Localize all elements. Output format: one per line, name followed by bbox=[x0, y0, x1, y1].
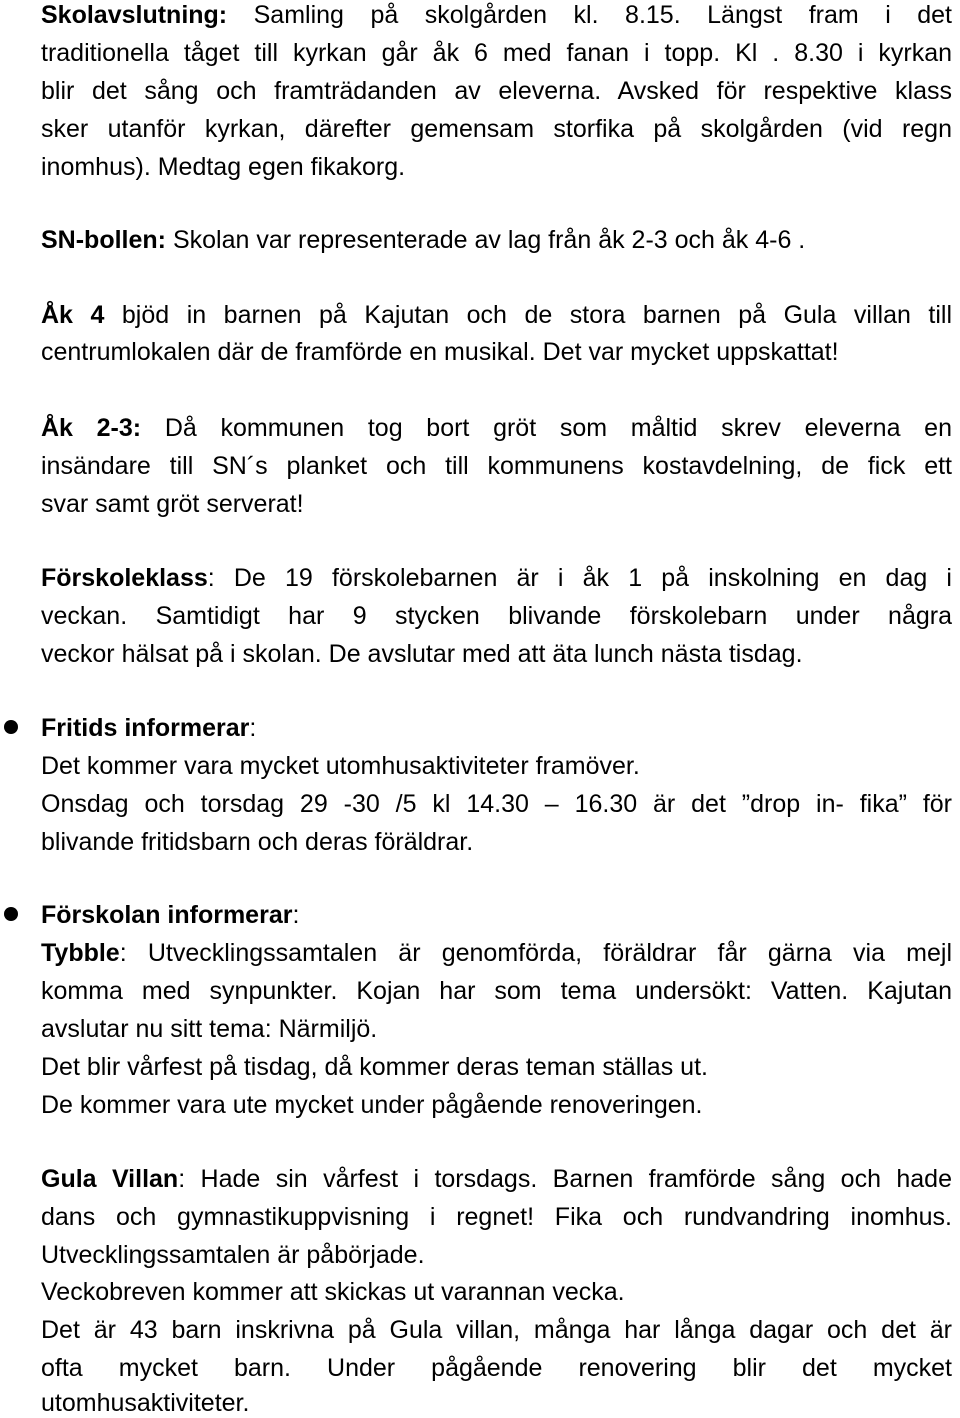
tybble-heading: Tybble bbox=[41, 939, 120, 967]
fritids-heading-suffix: : bbox=[249, 714, 257, 742]
forskolan-bullet-icon bbox=[4, 907, 18, 921]
fritids-bullet-icon bbox=[4, 720, 18, 734]
fritids-heading: Fritids informerar bbox=[41, 714, 250, 742]
sn-bollen-text: Skolan var representerade av lag från åk 2-3 och åk 4-6 . bbox=[166, 226, 806, 254]
forskolan-heading: Förskolan informerar bbox=[41, 901, 293, 929]
skolavslutning-text: Samling på skolgården kl. 8.15. Längst fram i det bbox=[227, 1, 952, 29]
gula-villan-line-6: ofta mycket barn. Under pågående renovering blir det mycket bbox=[41, 1354, 952, 1382]
tybble-line-2: komma med synpunkter. Kojan har som tema undersökt: Vatten. Kajutan bbox=[41, 977, 952, 1005]
skolavslutning-line-5: inomhus). Medtag egen fikakorg. bbox=[41, 153, 406, 181]
forskoleklass-line-2: veckan. Samtidigt har 9 stycken blivande förskolebarn under några bbox=[41, 602, 952, 630]
tybble-text: : Utvecklingssamtalen är genomförda, föräldrar får gärna via mejl bbox=[119, 939, 952, 967]
gula-villan-line-4: Veckobreven kommer att skickas ut varannan vecka. bbox=[41, 1278, 625, 1306]
gula-villan-line-5: Det är 43 barn inskrivna på Gula villan, många har långa dagar och det är bbox=[41, 1316, 952, 1344]
sn-bollen-paragraph bbox=[41, 225, 952, 255]
skolavslutning-line-4: sker utanför kyrkan, därefter gemensam storfika på skolgården (vid regn bbox=[41, 115, 952, 143]
ak23-text: Då kommunen tog bort gröt som måltid skrev eleverna en bbox=[141, 414, 952, 442]
skolavslutning-line-3: blir det sång och framträdanden av eleverna. Avsked för respektive klass bbox=[41, 77, 952, 105]
forskolan-heading-suffix: : bbox=[292, 901, 300, 929]
ak4-heading: Åk 4 bbox=[41, 301, 105, 329]
fritids-heading-line bbox=[41, 713, 952, 743]
tybble-line-1 bbox=[41, 938, 952, 968]
skolavslutning-line-2: traditionella tåget till kyrkan går åk 6 med fanan i topp. Kl . 8.30 i kyrkan bbox=[41, 39, 952, 67]
sn-bollen-heading: SN-bollen: bbox=[41, 226, 166, 254]
gula-villan-line-7: utomhusaktiviteter. bbox=[41, 1389, 250, 1417]
tybble-line-3: avslutar nu sitt tema: Närmiljö. bbox=[41, 1015, 378, 1043]
skolavslutning-line-1 bbox=[41, 0, 952, 30]
gula-villan-line-1 bbox=[41, 1164, 952, 1194]
ak4-line-2: centrumlokalen där de framförde en musikal. Det var mycket uppskattat! bbox=[41, 338, 839, 366]
ak23-line-3: svar samt gröt serverat! bbox=[41, 490, 304, 518]
forskoleklass-line-3: veckor hälsat på i skolan. De avslutar med att äta lunch nästa tisdag. bbox=[41, 640, 803, 668]
ak23-heading: Åk 2-3: bbox=[41, 414, 142, 442]
tybble-line-4: Det blir vårfest på tisdag, då kommer deras teman ställas ut. bbox=[41, 1053, 708, 1081]
ak4-line-1 bbox=[41, 300, 952, 330]
gula-villan-line-3: Utvecklingssamtalen är påbörjade. bbox=[41, 1241, 425, 1269]
forskoleklass-heading: Förskoleklass bbox=[41, 564, 208, 592]
gula-villan-text: : Hade sin vårfest i torsdags. Barnen framförde sång och hade bbox=[178, 1165, 952, 1193]
fritids-line-3: blivande fritidsbarn och deras föräldrar. bbox=[41, 828, 474, 856]
ak23-line-2: insändare till SN´s planket och till kommunens kostavdelning, de fick ett bbox=[41, 452, 952, 480]
gula-villan-heading: Gula Villan bbox=[41, 1165, 179, 1193]
forskoleklass-line-1 bbox=[41, 563, 952, 593]
forskoleklass-text: : De 19 förskolebarnen är i åk 1 på inskolning en dag i bbox=[207, 564, 952, 592]
gula-villan-line-2: dans och gymnastikuppvisning i regnet! Fika och rundvandring inomhus. bbox=[41, 1203, 952, 1231]
fritids-line-1: Det kommer vara mycket utomhusaktiviteter framöver. bbox=[41, 752, 640, 780]
fritids-line-2: Onsdag och torsdag 29 -30 /5 kl 14.30 – 16.30 är det ”drop in- fika” för bbox=[41, 790, 952, 818]
ak4-text: bjöd in barnen på Kajutan och de stora barnen på Gula villan till bbox=[104, 301, 952, 329]
skolavslutning-heading: Skolavslutning: bbox=[41, 1, 228, 29]
forskolan-heading-line bbox=[41, 900, 952, 930]
ak23-line-1 bbox=[41, 413, 952, 443]
tybble-line-5: De kommer vara ute mycket under pågående renoveringen. bbox=[41, 1091, 703, 1119]
